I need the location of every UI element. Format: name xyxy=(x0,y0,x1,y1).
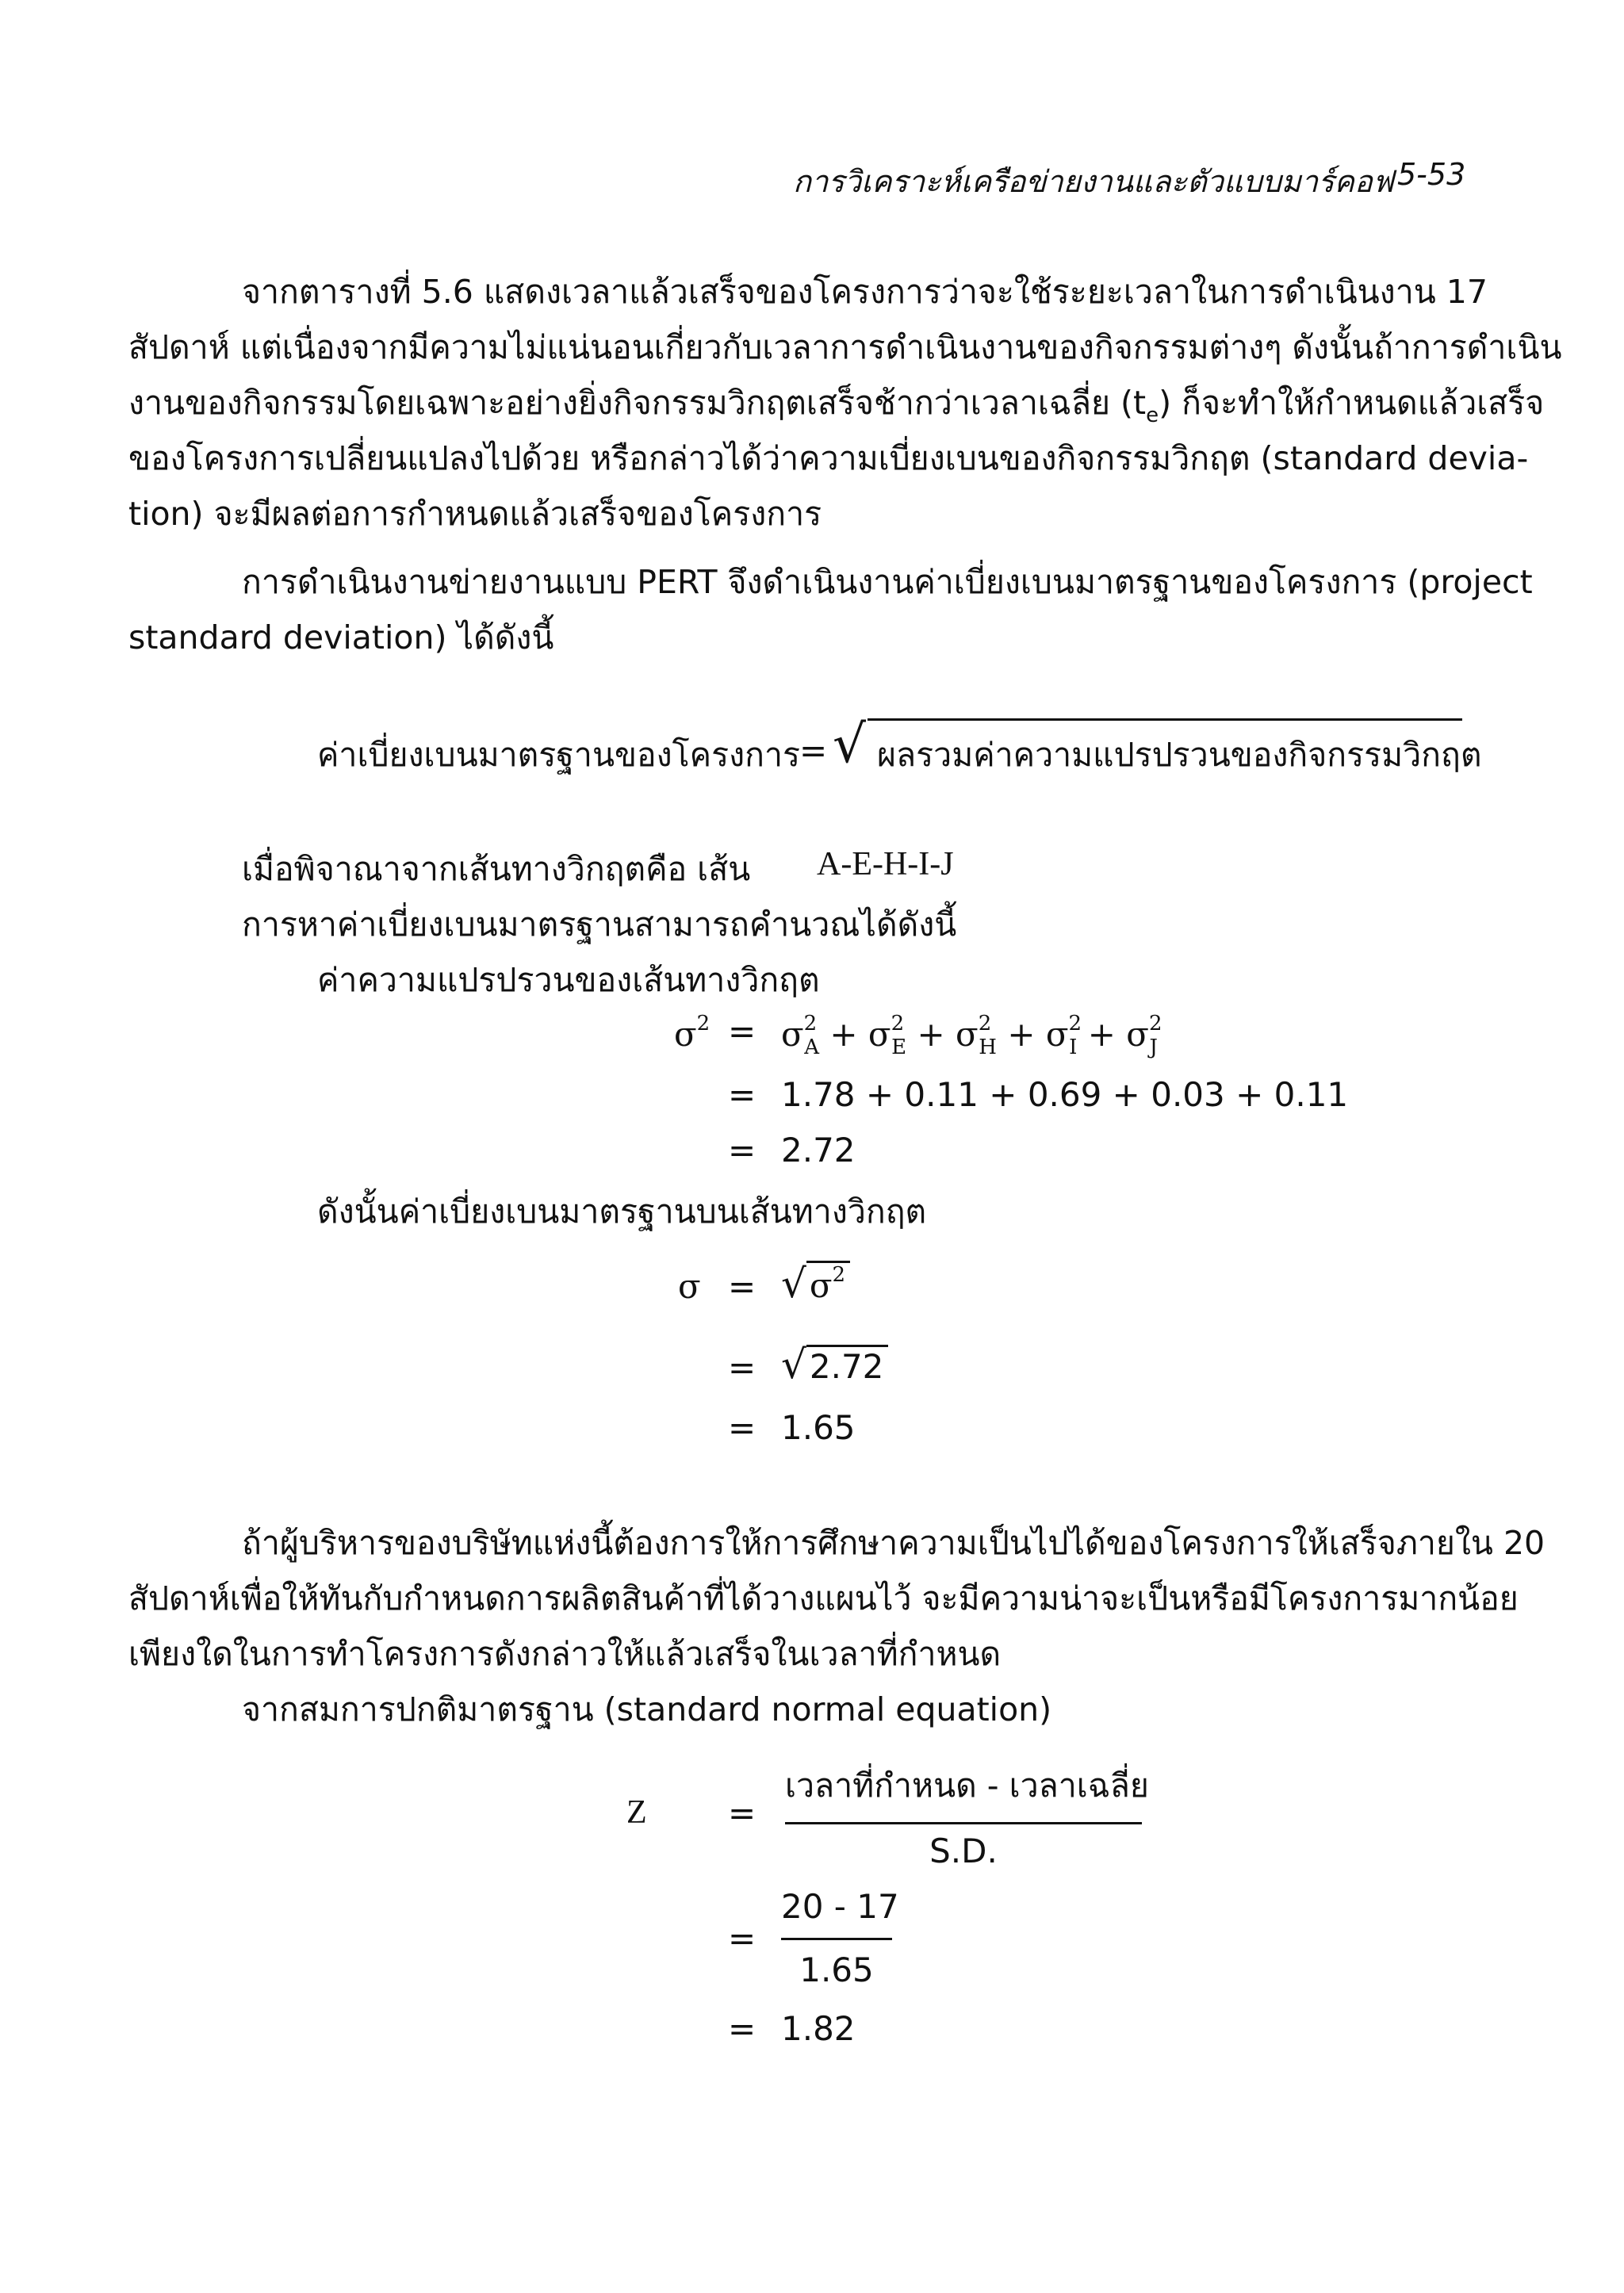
fraction-numerator: เวลาที่กำหนด - เวลาเฉลี่ย xyxy=(785,1767,1149,1805)
equals-sign: = xyxy=(728,1793,756,1832)
fraction-bar xyxy=(785,1822,1142,1824)
term-e xyxy=(868,1012,907,1059)
superscript: 2 xyxy=(832,1263,846,1287)
term-a xyxy=(781,1012,819,1059)
superscript: 2 xyxy=(1068,1012,1082,1035)
z-result: 1.82 xyxy=(781,2009,856,2048)
fraction-bar xyxy=(781,1938,892,1940)
equals-sign: = xyxy=(728,1408,756,1447)
superscript: 2 xyxy=(696,1012,710,1035)
radical-bar xyxy=(868,718,1462,721)
subscript: J xyxy=(1149,1035,1158,1059)
paragraph-line: จากสมการปกติมาตรฐาน (standard normal equation) xyxy=(242,1690,1052,1728)
paragraph-line: standard deviation) ได้ดังนี้ xyxy=(128,618,554,657)
subscript: E xyxy=(891,1035,907,1059)
plus: + xyxy=(1087,1015,1116,1054)
formula-lhs: ค่าเบี่ยงเบนมาตรฐานของโครงการ xyxy=(317,736,800,774)
fraction-denominator: 1.65 xyxy=(799,1950,874,1989)
sd-label: ดังนั้นค่าเบี่ยงเบนมาตรฐานบนเส้นทางวิกฤต xyxy=(317,1192,927,1231)
radical-sign: √ xyxy=(781,1342,806,1388)
sigma: σ xyxy=(868,1015,891,1054)
equals-sign: = xyxy=(728,2009,756,2048)
subscript: I xyxy=(1069,1035,1078,1059)
fraction-numerator: 20 - 17 xyxy=(781,1887,899,1926)
sigma: σ xyxy=(781,1015,804,1054)
sqrt-sigma-squared xyxy=(781,1261,850,1307)
radicand: 2.72 xyxy=(806,1345,889,1386)
page-number: 5-53 xyxy=(1397,157,1466,192)
radical-sign: √ xyxy=(781,1261,806,1307)
critical-path-value: A-E-H-I-J xyxy=(817,846,954,882)
paragraph-line: ถ้าผู้บริหารของบริษัทแห่งนี้ต้องการให้การศึกษาความเป็นไปได้ของโครงการให้เสร็จภายใน 20 xyxy=(242,1524,1545,1562)
equals-sign: = xyxy=(728,1348,756,1387)
line-text: งานของกิจกรรมโดยเฉพาะอย่างยิ่งกิจกรรมวิกฤตเสร็จช้ากว่าเวลาเฉลี่ย (t xyxy=(128,384,1147,422)
sigma-squared xyxy=(674,1012,710,1054)
running-header-title: การวิเคราะห์เครือข่ายงานและตัวแบบมาร์คอฟ xyxy=(793,164,1394,199)
variance-terms xyxy=(781,1012,1162,1059)
calc-intro: การหาค่าเบี่ยงเบนมาตรฐานสามารถคำนวณได้ดังนี้ xyxy=(242,905,957,944)
plus: + xyxy=(917,1015,945,1054)
superscript: 2 xyxy=(803,1012,818,1035)
formula-rhs: ผลรวมค่าความแปรปรวนของกิจกรรมวิกฤต xyxy=(877,736,1482,774)
term-i xyxy=(1045,1012,1082,1059)
formula-equals: = xyxy=(799,731,828,770)
z-symbol: Z xyxy=(626,1794,647,1831)
sigma-symbol: σ xyxy=(674,1015,697,1054)
equals-sign: = xyxy=(728,1919,756,1958)
subscript: A xyxy=(804,1035,819,1059)
variance-sum: 1.78 + 0.11 + 0.69 + 0.03 + 0.11 xyxy=(781,1075,1349,1114)
paragraph-line: ของโครงการเปลี่ยนแปลงไปด้วย หรือกล่าวได้ว่าความเบี่ยงเบนของกิจกรรมวิกฤต (standard devia- xyxy=(128,439,1529,477)
radical-sign: √ xyxy=(833,714,867,775)
line-text: ) ก็จะทำให้กำหนดแล้วเสร็จ xyxy=(1159,384,1545,422)
plus: + xyxy=(1007,1015,1036,1054)
variance-total: 2.72 xyxy=(781,1131,856,1169)
radicand xyxy=(806,1261,850,1305)
paragraph-line: สัปดาห์เพื่อให้ทันกับกำหนดการผลิตสินค้าที่ได้วางแผนไว้ จะมีความน่าจะเป็นหรือมีโครงการมากน้อย xyxy=(128,1579,1519,1617)
subscript: H xyxy=(979,1035,997,1059)
paragraph-line: เพียงใดในการทำโครงการดังกล่าวให้แล้วเสร็จในเวลาที่กำหนด xyxy=(128,1635,1002,1673)
fraction-denominator: S.D. xyxy=(929,1832,998,1870)
paragraph-line: tion) จะมีผลต่อการกำหนดแล้วเสร็จของโครงการ xyxy=(128,495,822,533)
sigma: σ xyxy=(956,1015,979,1054)
superscript: 2 xyxy=(978,1012,992,1035)
sigma-symbol: σ xyxy=(678,1267,701,1306)
sigma: σ xyxy=(1126,1015,1149,1054)
paragraph-line: จากตารางที่ 5.6 แสดงเวลาแล้วเสร็จของโครงการว่าจะใช้ระยะเวลาในการดำเนินงาน 17 xyxy=(242,273,1488,311)
critical-path-text: เมื่อพิจาณาจากเส้นทางวิกฤตคือ เส้น xyxy=(242,850,751,888)
term-j xyxy=(1126,1012,1162,1059)
subscript-e: e xyxy=(1146,404,1159,427)
paragraph-line: สัปดาห์ แต่เนื่องจากมีความไม่แน่นอนเกี่ยวกับเวลาการดำเนินงานของกิจกรรมต่างๆ ดังนั้นถ้าการดำเนิน xyxy=(128,328,1562,366)
plus: + xyxy=(829,1015,858,1054)
equals-sign: = xyxy=(728,1012,756,1051)
sigma: σ xyxy=(809,1266,833,1305)
sqrt-value xyxy=(781,1342,888,1388)
paragraph-line: การดำเนินงานข่ายงานแบบ PERT จึงดำเนินงานค่าเบี่ยงเบนมาตรฐานของโครงการ (project xyxy=(242,563,1533,601)
equals-sign: = xyxy=(728,1131,756,1169)
sd-result: 1.65 xyxy=(781,1408,856,1447)
variance-label: ค่าความแปรปรวนของเส้นทางวิกฤต xyxy=(317,961,820,999)
equals-sign: = xyxy=(728,1267,756,1306)
superscript: 2 xyxy=(1148,1012,1162,1035)
equals-sign: = xyxy=(728,1075,756,1114)
superscript: 2 xyxy=(891,1012,905,1035)
term-h xyxy=(956,1012,997,1059)
sigma: σ xyxy=(1045,1015,1069,1054)
